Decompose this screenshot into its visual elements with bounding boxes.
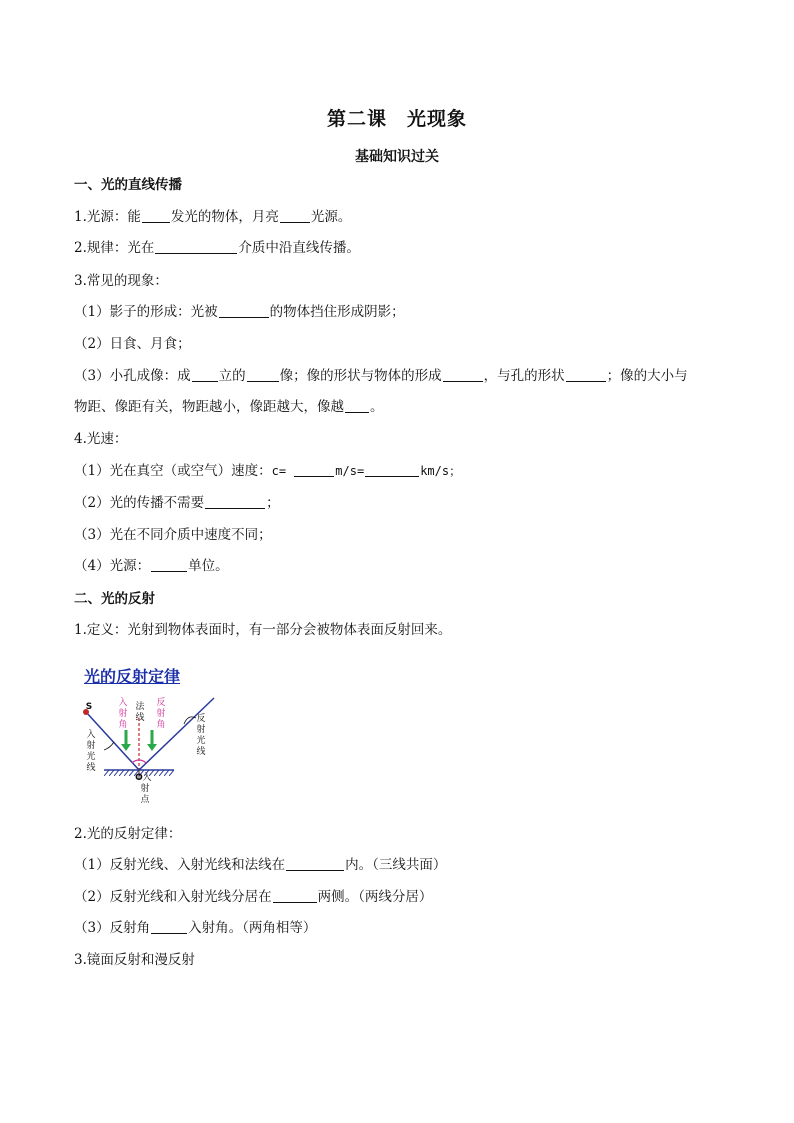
text-line (74, 856, 446, 874)
incident-ray-label-1: 入 (86, 730, 96, 740)
reflected-ray-label-4: 线 (196, 747, 206, 757)
text-fragment: 。 (370, 399, 384, 415)
incident-ray-label-2: 射 (86, 741, 96, 751)
text-fragment: （1）光在真空（或空气）速度： (74, 463, 272, 479)
incidence-point-label-3: 点 (140, 795, 150, 805)
blank-line (273, 888, 317, 903)
blank-line (443, 367, 483, 382)
blank-line (365, 462, 419, 477)
incidence-point-o: O (135, 773, 143, 783)
diagram-title: 光的反射定律 (84, 667, 181, 686)
blank-line (142, 208, 170, 223)
text-line (74, 557, 229, 575)
incident-angle-label-1: 入 (118, 698, 128, 708)
text-line (74, 208, 351, 226)
text-fragment: （3）反射角 (74, 920, 151, 936)
incident-angle-label-2: 射 (118, 709, 128, 719)
blank-line (151, 557, 187, 572)
text-line: 2.光的反射定律： (74, 826, 182, 842)
normal-label-2: 线 (135, 713, 145, 723)
text-fragment: 像；像的形状与物体的形成 (279, 368, 442, 384)
text-line: （3）光在不同介质中速度不同； (74, 527, 272, 543)
incident-angle-label-3: 角 (118, 720, 128, 730)
blank-line (247, 367, 279, 382)
section-heading-2: 二、光的反射 (74, 591, 155, 607)
text-fragment: （2）光的传播不需要 (74, 495, 205, 511)
reflect-angle-arc (139, 760, 146, 763)
blank-line (205, 494, 265, 509)
blank-line (219, 303, 269, 318)
text-fragment: 两侧。（两线分居） (317, 889, 433, 905)
section-heading-1: 一、光的直线传播 (74, 177, 182, 193)
text-fragment: 单位。 (188, 558, 229, 574)
blank-line (294, 462, 334, 477)
text-line: 1.定义：光射到物体表面时，有一部分会被物体表面反射回来。 (74, 622, 452, 638)
source-label-s: S (85, 702, 93, 712)
text-fragment: 物距、像距有关，物距越小，像距越大，像越 (74, 399, 344, 415)
incident-ray-label-3: 光 (86, 752, 96, 762)
text-fragment: 发光的物体，月亮 (170, 209, 279, 225)
page-title: 第二课 光现象 (326, 108, 467, 130)
text-line (74, 303, 405, 321)
text-fragment: km/s； (420, 464, 462, 478)
text-line: （2）日食、月食； (74, 336, 191, 352)
blank-line (192, 367, 218, 382)
normal-label-1: 法 (135, 702, 145, 712)
text-fragment: 立的 (218, 368, 246, 384)
text-fragment: 1.光源：能 (74, 209, 141, 225)
blank-line (280, 208, 310, 223)
text-line (74, 494, 280, 512)
incident-angle-arrow-head (121, 744, 131, 751)
blank-line (286, 856, 344, 871)
reflected-ray-label-1: 反 (196, 714, 206, 724)
reflected-ray-label-2: 射 (196, 725, 206, 735)
reflected-ray-label-3: 光 (196, 736, 206, 746)
reflect-angle-arrow-head (147, 744, 157, 751)
text-fragment: 入射角。（两角相等） (188, 920, 317, 936)
text-fragment: （4）光源： (74, 558, 151, 574)
text-line (74, 462, 461, 480)
reflection-diagram-svg (74, 662, 234, 807)
incidence-point-label-2: 射 (140, 784, 150, 794)
text-fragment: （2）反射光线和入射光线分居在 (74, 889, 272, 905)
text-fragment: m/s= (335, 464, 365, 478)
incident-angle-arc (132, 760, 139, 763)
reflect-angle-label-2: 射 (156, 709, 166, 719)
text-line (74, 398, 384, 416)
text-line: 3.常见的现象： (74, 273, 168, 289)
reflection-law-diagram (74, 662, 234, 807)
text-fragment: 2.规律：光在 (74, 240, 155, 256)
text-fragment: （1）影子的形成：光被 (74, 304, 218, 320)
blank-line (151, 919, 187, 934)
reflect-angle-label-3: 角 (156, 720, 166, 730)
text-line (74, 239, 360, 257)
text-fragment: 光源。 (310, 209, 352, 225)
text-fragment: 的物体挡住形成阴影； (269, 304, 405, 320)
text-line: 3.镜面反射和漫反射 (74, 952, 195, 968)
incident-ray-pointer (104, 742, 114, 750)
reflect-angle-label-1: 反 (156, 698, 166, 708)
text-fragment: ；像的大小与 (606, 368, 688, 384)
text-fragment: （1）反射光线、入射光线和法线在 (74, 857, 286, 873)
text-line (74, 367, 688, 385)
text-line: 4.光速： (74, 431, 128, 447)
blank-line (566, 367, 606, 382)
text-line (74, 888, 432, 906)
incidence-point-label-1: 入 (142, 773, 152, 783)
incident-ray-label-4: 线 (86, 763, 96, 773)
blank-line (155, 239, 237, 254)
text-fragment: ； (266, 495, 280, 511)
text-fragment: 介质中沿直线传播。 (238, 240, 360, 256)
text-fragment: （3）小孔成像：成 (74, 368, 191, 384)
page-subtitle: 基础知识过关 (355, 149, 439, 165)
text-fragment: ，与孔的形状 (483, 368, 565, 384)
text-line (74, 919, 316, 937)
text-fragment: c= (271, 464, 294, 478)
text-fragment: 内。（三线共面） (345, 857, 447, 873)
blank-line (345, 398, 369, 413)
